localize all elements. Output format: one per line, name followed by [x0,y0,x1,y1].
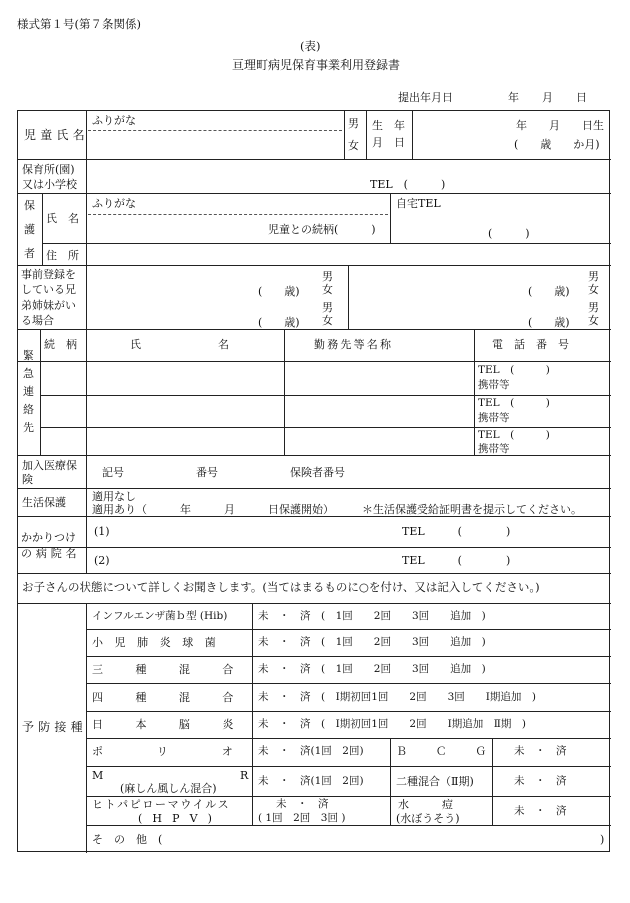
vaccine-name-mr-m: M [92,769,104,782]
vaccine-name-varicella: 水 痘 [398,798,453,811]
emergency-2-tel[interactable]: TEL ( ) [478,397,550,409]
vaccine-status-bcg[interactable]: 未 ・ 済 [514,745,567,757]
guardian-relation[interactable]: 児童との続柄( ) [268,223,376,236]
insurance-label-2: 険 [22,473,33,486]
welfare-applied[interactable]: 適用あり（ 年 月 日保護開始） [92,503,334,516]
nursery-label-1: 保育所(園) [22,163,75,176]
birth-label-1: 生 年 [372,119,405,132]
sibling-4-male[interactable]: 男 [588,301,599,314]
guardian-name-label: 氏 名 [46,212,79,225]
guardian-label-char: 保 [24,199,35,212]
vaccine-name-varicella-sub: (水ぼうそう) [396,812,460,825]
emergency-1-tel[interactable]: TEL ( ) [478,364,550,376]
col-name-header: 氏 名 [130,338,229,351]
birth-date-value[interactable]: 年 月 日生 [516,119,604,132]
nursery-tel[interactable]: TEL ( ) [370,178,446,191]
hospital-2-tel[interactable]: TEL ( ) [402,554,511,567]
submit-date-label: 提出年月日 [398,91,453,104]
vaccine-name-polio: ポリオ [92,745,287,758]
emergency-3-tel[interactable]: TEL ( ) [478,429,550,441]
sibling-label-line: る場合 [21,314,54,327]
hospital-label-2: の病院名 [21,547,81,560]
insurer-number-label: 保険者番号 [290,466,345,479]
hospital-label-1: かかりつけ [21,531,76,544]
vaccine-status[interactable]: 未 ・ 済 ( Ⅰ期初回1回 2回 Ⅰ期追加 Ⅱ期 ) [258,718,526,730]
vaccine-name: 三種混合 [92,663,266,676]
sibling-1-female[interactable]: 女 [322,283,333,296]
address-label: 住 所 [46,249,79,262]
sibling-4-female[interactable]: 女 [588,314,599,327]
submit-year: 年 [508,91,519,104]
sibling-1-male[interactable]: 男 [322,270,333,283]
sibling-label-line: 弟姉妹がい [21,299,76,312]
child-furigana-label: ふりがな [92,114,136,127]
vaccine-name: 日本脳炎 [92,718,266,731]
side-label: (表) [300,39,321,53]
sibling-1-age[interactable]: ( 歳) [258,285,300,298]
guardian-furigana-label: ふりがな [92,197,136,210]
hospital-1-no: (1) [94,525,110,538]
vaccine-other-label[interactable]: そ の 他 ( [92,833,163,846]
insurance-symbol-label: 記号 [102,466,124,479]
vaccine-status-hpv[interactable]: 未 ・ 済 [276,798,329,810]
guardian-label-char: 者 [24,247,35,260]
vaccine-name: 小児肺炎球菌 [92,636,228,649]
nursery-label-2: 又は小学校 [22,178,77,191]
welfare-not-applied[interactable]: 適用なし [92,490,136,503]
home-tel-value[interactable]: ( ) [488,227,530,240]
insurance-number-label: 番号 [196,466,218,479]
hospital-2-no: (2) [94,554,110,567]
birth-label-2: 月 日 [372,136,405,149]
sibling-label-line: 事前登録を [21,268,76,281]
vaccine-doses-hpv[interactable]: ( 1回 2回 3回 ) [258,812,346,824]
vaccine-status-mr[interactable]: 未 ・ 済(1回 2回) [258,775,364,787]
vaccine-name-mr-r: R [240,769,249,782]
vaccine-name-dt: 二種混合（Ⅱ期) [396,775,474,788]
status-note: お子さんの状態について詳しくお聞きします。(当てはまるものに○を付け、又は記入してください。) [22,580,540,594]
vaccine-status-varicella[interactable]: 未 ・ 済 [514,805,567,817]
emergency-label-char: 急 [23,367,34,380]
sibling-3-age[interactable]: ( 歳) [258,316,300,329]
emergency-3-mobile[interactable]: 携帯等 [478,443,510,455]
welfare-label: 生活保護 [22,496,66,509]
vaccine-name: インフルエンザ菌ｂ型 (Hib) [92,610,228,622]
child-age-value[interactable]: ( 歳 か月) [514,138,600,151]
col-relation-header: 続 柄 [44,338,77,351]
sibling-4-age[interactable]: ( 歳) [528,316,570,329]
vaccine-status-polio[interactable]: 未 ・ 済(1回 2回) [258,745,364,757]
col-work-header: 勤務先等名称 [314,338,394,351]
emergency-2-mobile[interactable]: 携帯等 [478,412,510,424]
vaccine-name-hpv-sub: ( H P V ) [138,812,216,825]
vaccine-name-bcg: ＢＣＧ [396,745,515,758]
emergency-1-mobile[interactable]: 携帯等 [478,379,510,391]
vaccine-status[interactable]: 未 ・ 済 ( 1回 2回 3回 追加 ) [258,636,486,648]
sibling-2-male[interactable]: 男 [588,270,599,283]
vaccine-status[interactable]: 未 ・ 済 ( Ⅰ期初回1回 2回 3回 Ⅰ期追加 ) [258,691,537,703]
col-phone-header: 電 話 番 号 [492,338,569,351]
vaccine-status[interactable]: 未 ・ 済 ( 1回 2回 3回 追加 ) [258,610,486,622]
emergency-label-char: 緊 [23,349,34,362]
form-number: 様式第１号(第７条関係) [17,17,141,31]
insurance-label-1: 加入医療保 [22,459,77,472]
submit-month: 月 [542,91,553,104]
sibling-3-female[interactable]: 女 [322,314,333,327]
sibling-label-line: している兄 [21,283,76,296]
child-name-label: 児童氏名 [24,128,89,142]
form-title: 亘理町病児保育事業利用登録書 [232,58,401,72]
vaccine-other-close: ) [600,833,605,846]
emergency-label-char: 連 [23,385,34,398]
child-sex-female[interactable]: 女 [348,139,359,152]
home-tel-label: 自宅TEL [396,197,441,210]
vaccine-name: 四種混合 [92,691,266,704]
welfare-note: ＊生活保護受給証明書を提示してください。 [362,503,582,516]
vaccine-status-dt[interactable]: 未 ・ 済 [514,775,567,787]
sibling-2-age[interactable]: ( 歳) [528,285,570,298]
hospital-1-tel[interactable]: TEL ( ) [402,525,511,538]
emergency-label-char: 絡 [23,403,34,416]
registration-form-table [17,91,610,852]
sibling-3-male[interactable]: 男 [322,301,333,314]
child-sex-male[interactable]: 男 [348,117,359,130]
vaccine-name-mr-sub: (麻しん風しん混合) [120,782,217,795]
sibling-2-female[interactable]: 女 [588,283,599,296]
vaccine-name-hpv: ヒトパピローマウイルス [92,798,231,811]
emergency-label-char: 先 [23,421,34,434]
vaccine-status[interactable]: 未 ・ 済 ( 1回 2回 3回 追加 ) [258,663,486,675]
guardian-label-char: 護 [24,223,35,236]
vaccination-label: 予防接種 [22,720,87,734]
submit-day: 日 [576,91,587,104]
